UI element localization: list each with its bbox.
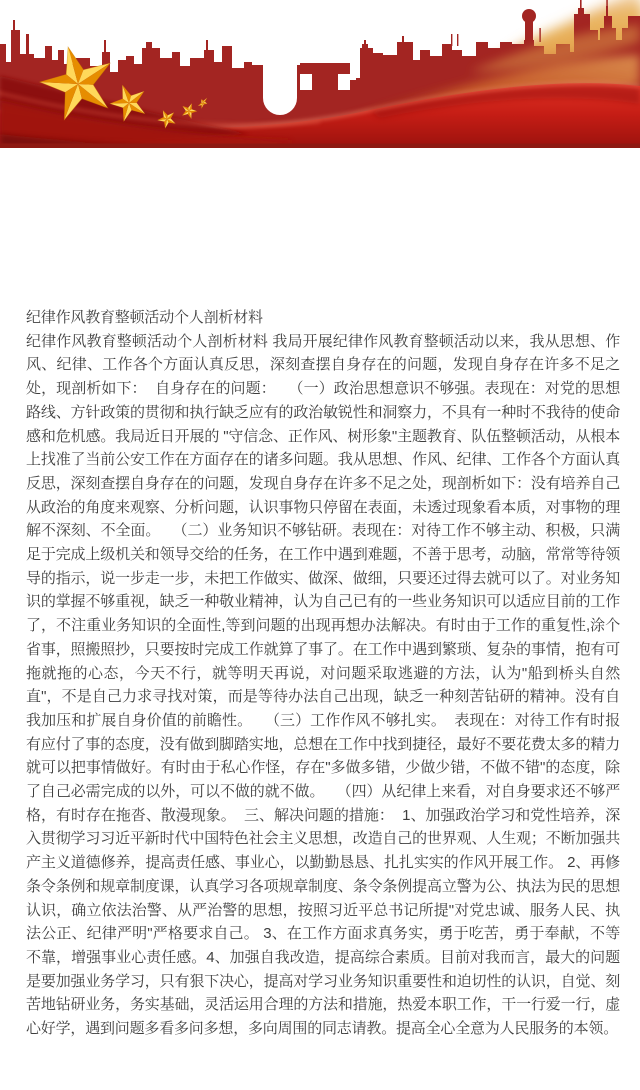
banner-graphic xyxy=(0,0,640,146)
banner-bottom-line xyxy=(0,144,640,147)
document-content xyxy=(0,148,640,1041)
header-banner xyxy=(0,0,640,148)
document-body: 纪律作风教育整顿活动个人剖析材料 我局开展纪律作风教育整顿活动以来，我从思想、作风、纪律、工作各个方面认真反思，深刻查摆自身存在的问题，发现自身存在许多不足之处，现剖析如下： 自身存在的问题： （一）政治思想意识不够强。表现在：对党的思想路线、方针政策的贯彻和执行缺乏应有的政治敏锐性和洞察力，不具有一种时不我待的使命感和危机感。我局近日开展的 "守信念、正作风、树形象"主题教育、队伍整顿活动，从根本上找准了当前公安工作在方面存在的诸多问题。我从思想、作风、纪律、工作各个方面认真反思，深刻查摆自身存在的问题，发现自身存在许多不足之处，现剖析如下：没有培养自己从政治的角度来观察、分析问题，认识事物只停留在表面，未透过现象看本质，对事物的理解不深刻、不全面。 （二）业务知识不够钻研。表现在：对待工作不够主动、积极，只满足于完成上级机关和领导交给的任务，在工作中遇到难题，不善于思考，动脑，常常等待领导的指示，说一步走一步，未把工作做实、做深、做细，只要还过得去就可以了。对业务知识的掌握不够重视，缺乏一种敬业精神，认为自己已有的一些业务知识可以适应目前的工作了，不注重业务知识的全面性,等到问题的出现再想办法解决。有时由于工作的重复性,涂个省事，照搬照抄，只要按时完成工作就算了事了。在工作中遇到繁琐、复杂的事情，抱有可拖就拖的心态，今天不行，就等明天再说，对问题采取逃避的方法，认为"船到桥头自然直"，不是自己力求寻找对策，而是等待办法自己出现，缺乏一种刻苦钻研的精神。没有自我加压和扩展自身价值的前瞻性。 （三）工作作风不够扎实。 表现在：对待工作有时报有应付了事的态度，没有做到脚踏实地，总想在工作中找到捷径，最好不要花费太多的精力就可以把事情做好。有时由于私心作怪，存在"多做多错，少做少错，不做不错"的态度，除了自己必需完成的以外，可以不做的就不做。 （四）从纪律上来看，对自身要求还不够严格，有时存在拖沓、散漫现象。 三、解决问题的措施： 1、加强政治学习和党性培养，深入贯彻学习习近平新时代中国特色社会主义思想，改造自己的世界观、人生观；不断加强共产主义道德修养，提高责任感、事业心，以勤勤恳恳、扎扎实实的作风开展工作。 2、再修条令条例和规章制度课，认真学习各项规章制度、条令条例提高立警为公、执法为民的思想认识，确立依法治警、从严治警的思想，按照习近平总书记所提"对党忠诚、服务人民、执法公正、纪律严明"严格要求自己。 3、在工作方面求真务实，勇于吃苦，勇于奉献，不等不靠，增强事业心责任感。4、加强自我改造，提高综合素质。目前对我而言，最大的问题是要加强业务学习，只有狠下决心，提高对学习业务知识重要性和迫切性的认识，自觉、刻苦地钻研业务，务实基础，灵活运用合理的方法和措施，热爱本职工作，干一行爱一行，虚心好学，遇到问题多看多问多想，多向周围的同志请教。提高全心全意为人民服务的本领。 xyxy=(26,332,620,1038)
document-title: 纪律作风教育整顿活动个人剖析材料 xyxy=(26,309,263,326)
